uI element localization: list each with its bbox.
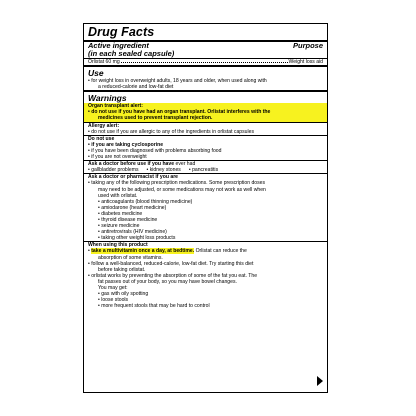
medication-item: • antiretrovirals (HIV medicine) [88,229,323,235]
ask-pharmacist-line-2: may need to be adjusted, or some medications may not work as well when [98,186,266,193]
purpose-header: Purpose [292,41,323,50]
ingredient-name: Orlistat 60 mg [88,59,120,65]
warnings-section [88,93,323,309]
use-header: Use [88,68,104,79]
condition-item: • gallbladder problems [88,167,139,173]
works-line-3: You may get: [98,285,128,291]
divider [84,65,327,67]
active-ingredient-subheader: (in each sealed capsule) [88,49,175,58]
medication-item: • seizure medicine [88,223,323,229]
ask-doctor-suffix: ever had [175,161,196,168]
divider [84,90,327,92]
use-text-line-1: • for weight loss in overweight adults, 18 years and older, when used along with [88,78,323,84]
medication-item: • anticoagulants (blood thinning medicine) [88,199,323,205]
ask-pharmacist-title: Ask a doctor or pharmacist if you are [88,174,179,181]
condition-item: • kidney stones [147,167,181,173]
drug-facts-panel [83,23,328,393]
condition-item: • pancreatitis [189,167,218,173]
medication-item: • diabetes medicine [88,211,323,217]
diet-line-2: before taking orlistat. [98,266,146,273]
multivitamin-line-2: absorption of some vitamins. [98,254,163,261]
drug-facts-title: Drug Facts [88,25,155,39]
do-not-use-item: • if you are taking cyclosporine [88,142,323,148]
do-not-use-item: • if you have been diagnosed with problems absorbing food [88,148,323,154]
transplant-alert-line-1: • do not use if you have had an organ transplant. Orlistat interferes with the [88,109,323,115]
active-ingredient-section [88,42,323,65]
transplant-alert-line-2: medicines used to prevent transplant rejection. [98,115,213,122]
do-not-use-title: Do not use [88,135,115,142]
works-line-1: • orlistat works by preventing the absorption of some of the fat you eat. The [88,273,323,279]
use-section [88,68,323,90]
side-effect-item: • more frequent stools that may be hard to control [88,303,323,309]
warnings-header: Warnings [88,93,127,104]
transplant-alert-title: Organ transplant alert: [88,103,143,110]
side-effect-item: • loose stools [88,297,323,303]
multivitamin-rest: Orlistat can reduce the [194,248,247,255]
transplant-alert-block [84,103,327,121]
side-effect-item: • gas with oily spotting [88,291,323,297]
ask-doctor-title: Ask a doctor before use if you have [88,161,175,168]
leader-dots [121,62,288,63]
multivitamin-highlight: take a multivitamin once a day, at bedtime. [91,248,195,255]
ingredient-purpose: Weight loss aid [288,59,323,65]
medication-item: • amiodarone (heart medicine) [88,205,323,211]
continue-arrow-icon [317,376,323,386]
allergy-alert-title: Allergy alert: [88,122,120,129]
medication-item: • thyroid disease medicine [88,217,323,223]
diet-line-1: • follow a well-balanced, reduced-calorie, low-fat diet. Try starting this diet [88,261,323,267]
medication-item: • taking other weight loss products [88,235,323,241]
when-using-title: When using this product [88,242,148,249]
use-text-line-2: a reduced-calorie and low-fat diet [98,84,174,91]
allergy-alert-text: • do not use if you are allergic to any of the ingredients in orlistat capsules [88,129,323,135]
do-not-use-item: • if you are not overweight [88,154,323,160]
active-ingredient-header: Active ingredient [88,41,149,50]
works-line-2: fat passes out of your body, so you may have bowel changes. [98,278,237,285]
ask-pharmacist-line-3: used with orlistat. [98,192,138,199]
ask-pharmacist-line-1: • taking any of the following prescription medications. Some prescription doses [88,180,323,186]
